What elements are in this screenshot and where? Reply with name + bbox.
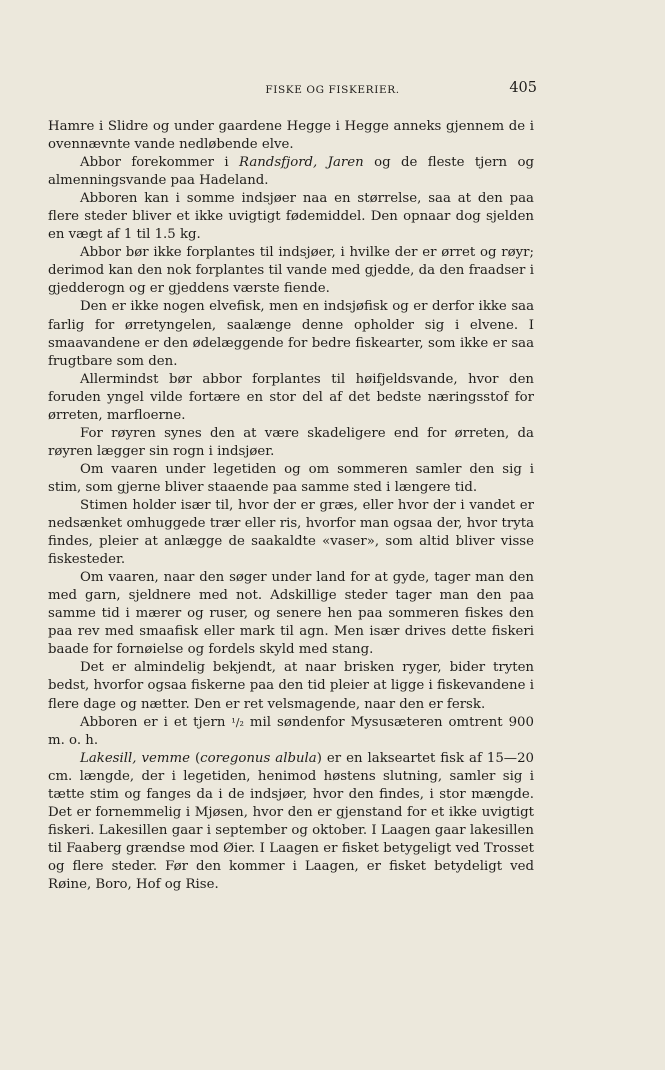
fraction-text: ¹/₂: [231, 715, 244, 729]
paragraph: [48, 497, 534, 569]
text-run: Allermindst bør abbor forplantes til høifjeldsvande, hvor den foruden yngel vilde fortære en stor del af det bedste næringsstof for ørreten, marfloerne.: [48, 371, 534, 423]
body-text: [48, 118, 534, 894]
italic-text: coregonus albula: [200, 750, 317, 766]
text-run: (: [189, 750, 201, 766]
paragraph: [48, 569, 534, 659]
paragraph: [48, 714, 534, 750]
paragraph: [48, 190, 534, 244]
text-run: Om vaaren, naar den søger under land for at gyde, tager man den med garn, sjeldnere med not. Adskillige steder tager man den paa samme tid i mærer og ruser, og senere hen paa sommeren fiskes den paa rev med smaafisk eller mark til agn. Men især drives dette fiskeri baade for fornøielse og fordels skyld med stang.: [48, 570, 534, 658]
text-run: Stimen holder især til, hvor der er græs, eller hvor der i vandet er nedsænket omhuggede trær eller ris, hvorfor man ogsaa der, hvor tryta findes, pleier at anlægge de saakaldte «vaser», som altid bliver visse fiskesteder.: [48, 497, 534, 568]
page-header: [0, 80, 665, 102]
paragraph: [48, 118, 534, 154]
paragraph: [48, 750, 534, 894]
text-run: Abbor bør ikke forplantes til indsjøer, i hvilke der er ørret og røyr; derimod kan den nok forplantes til vande med gjedde, da den fraadser i gjedderogn og er gjeddens værste fiende.: [48, 245, 534, 297]
text-run: Den er ikke nogen elvefisk, men en indsjøfisk og er derfor ikke saa farlig for ørretyngelen, saalænge denne opholder sig i elvene. I smaavandene er den ødelæggende for bedre fiskearter, som ikke er saa frugtbare som den.: [48, 299, 534, 369]
text-run: Hamre i Slidre og under gaardene Hegge i Hegge anneks gjennem de i ovennævnte vande nedløbende elve.: [48, 119, 534, 153]
italic-text: Lakesill, vemme: [80, 750, 190, 766]
text-run: Abboren er i et tjern: [80, 714, 232, 730]
text-run: For røyren synes den at være skadeligere end for ørreten, da røyren lægger sin rogn i indsjøer.: [48, 425, 534, 459]
paragraph: [48, 244, 534, 298]
italic-text: Randsfjord, Jaren: [239, 155, 364, 171]
text-run: og de fleste tjern og almenningsvande paa Hadeland.: [48, 155, 534, 189]
paragraph: [48, 659, 534, 713]
text-run: mil søndenfor Mysusæteren omtrent 900 m. o. h.: [48, 714, 534, 748]
text-run: ) er en lakseartet fisk af 15—20 cm. længde, der i legetiden, henimod høstens slutning, samler sig i tætte stim og fanges da i de indsjøer, hvor den findes, i stor mængde. Det er fornemmelig i Mjøsen, hvor den er gjenstand for et ikke uvigtigt fiskeri. Lakesillen gaar i september og oktober. I Laagen gaar lakesillen til Faaberg grændse mod Øier. I Laagen er fisket betygeligt ved Trosset og flere steder. Før den kommer i Laagen, er fisket betydeligt ved Røine, Boro, Hof og Rise.: [48, 750, 535, 892]
paragraph: [48, 371, 534, 425]
running-head: FISKE OG FISKERIER.: [265, 84, 400, 96]
paragraph: [48, 154, 534, 190]
page-number: 405: [509, 80, 537, 96]
paragraph: [48, 461, 534, 497]
paragraph: [48, 298, 534, 370]
text-run: Det er almindelig bekjendt, at naar brisken ryger, bider tryten bedst, hvorfor ogsaa fiskerne paa den tid pleier at ligge i fiskevandene i flere dage og nætter. Den er ret velsmagende, naar den er fersk.: [48, 660, 534, 712]
paragraph: [48, 425, 534, 461]
text-run: Om vaaren under legetiden og om sommeren samler den sig i stim, som gjerne bliver staaende paa samme sted i længere tid.: [48, 461, 534, 495]
text-run: Abbor forekommer i: [80, 155, 239, 171]
text-run: Abboren kan i somme indsjøer naa en størrelse, saa at den paa flere steder bliver et ikke uvigtigt fødemiddel. Den opnaar dog sjelden en vægt af 1 til 1.5 kg.: [48, 191, 534, 243]
